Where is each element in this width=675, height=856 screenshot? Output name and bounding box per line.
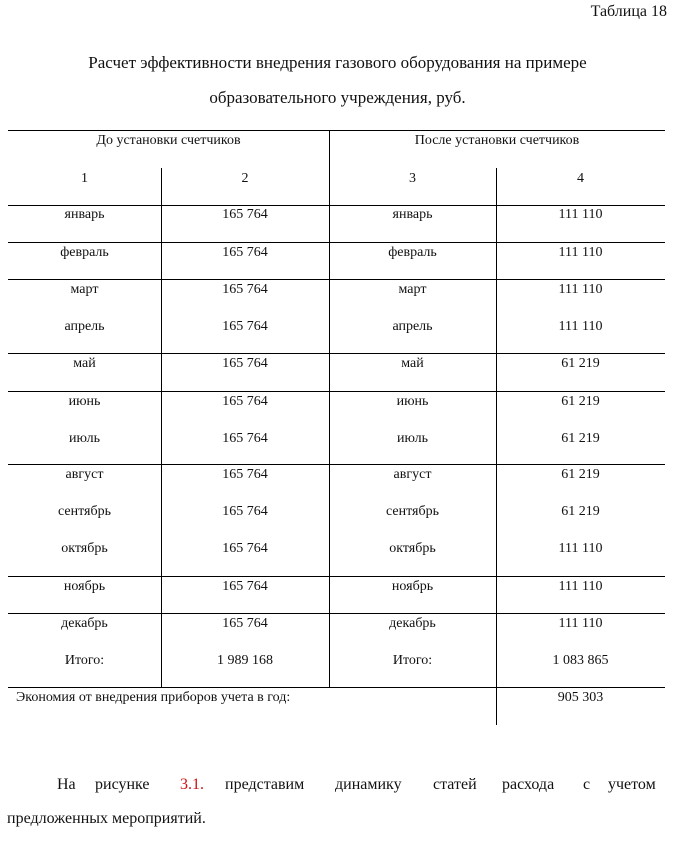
cost-after: 61 219: [561, 431, 600, 446]
cost-before: 165 764: [222, 319, 268, 334]
paragraph-word: учетом: [608, 776, 656, 793]
month-before: июль: [69, 431, 100, 446]
month-before: июнь: [68, 394, 101, 409]
paragraph-word: представим: [225, 776, 305, 793]
cost-after: 111 110: [558, 616, 603, 631]
cost-before: 165 764: [222, 431, 268, 446]
month-after: декабрь: [389, 616, 436, 631]
cost-before: 165 764: [222, 245, 268, 260]
savings-label: Экономия от внедрения приборов учета в год:: [16, 690, 291, 705]
group-header-before: До установки счетчиков: [96, 133, 241, 148]
month-before: декабрь: [61, 616, 108, 631]
cost-after: 61 219: [561, 467, 600, 482]
paragraph-word: рисунке: [95, 776, 150, 793]
figure-reference: 3.1.: [180, 776, 204, 793]
col-number-2: 2: [241, 171, 249, 186]
table-caption: Таблица 18: [590, 3, 667, 20]
month-after: апрель: [392, 319, 433, 334]
cost-before: 165 764: [222, 356, 268, 371]
cost-before: 165 764: [222, 207, 268, 222]
cost-before: 165 764: [222, 282, 268, 297]
month-before: ноябрь: [63, 579, 106, 594]
cost-before: 165 764: [222, 579, 268, 594]
month-before: октябрь: [61, 541, 108, 556]
table-title-line-1: Расчет эффективности внедрения газового оборудования на примере: [88, 53, 587, 72]
total-before: 1 989 168: [217, 653, 273, 668]
cost-before: 165 764: [222, 394, 268, 409]
month-before: сентябрь: [58, 504, 111, 519]
savings-value: 905 303: [557, 690, 604, 705]
table-title-line-2: образовательного учреждения, руб.: [209, 88, 466, 107]
group-header-after: После установки счетчиков: [414, 133, 580, 148]
cost-after: 61 219: [561, 504, 600, 519]
cost-after: 111 110: [558, 207, 603, 222]
month-after: ноябрь: [391, 579, 434, 594]
month-before: январь: [64, 207, 105, 222]
cost-after: 61 219: [561, 356, 600, 371]
month-after: август: [393, 467, 432, 482]
cost-before: 165 764: [222, 616, 268, 631]
month-before: май: [73, 356, 96, 371]
cost-after: 111 110: [558, 245, 603, 260]
cost-before: 165 764: [222, 541, 268, 556]
total-label-before: Итого:: [64, 653, 105, 668]
month-after: март: [398, 282, 427, 297]
month-after: сентябрь: [386, 504, 439, 519]
cost-before: 165 764: [222, 467, 268, 482]
cost-after: 111 110: [558, 541, 603, 556]
month-before: апрель: [64, 319, 105, 334]
paragraph-word: расхода: [502, 776, 555, 793]
month-before: март: [70, 282, 99, 297]
total-after: 1 083 865: [552, 653, 609, 668]
month-before: февраль: [60, 245, 109, 260]
col-number-4: 4: [577, 171, 584, 186]
cost-before: 165 764: [222, 504, 268, 519]
month-after: июнь: [396, 394, 429, 409]
cost-after: 111 110: [558, 319, 603, 334]
col-number-1: 1: [81, 171, 88, 186]
cost-after: 111 110: [558, 282, 603, 297]
month-after: май: [401, 356, 424, 371]
month-after: июль: [397, 431, 428, 446]
paragraph-word: с: [583, 776, 591, 793]
cost-after: 61 219: [561, 394, 600, 409]
col-number-3: 3: [409, 171, 416, 186]
paragraph-word: динамику: [335, 776, 402, 793]
paragraph-line-2: предложенных мероприятий.: [7, 810, 206, 827]
cost-after: 111 110: [558, 579, 603, 594]
month-after: февраль: [388, 245, 437, 260]
month-before: август: [65, 467, 104, 482]
month-after: январь: [392, 207, 433, 222]
total-label-after: Итого:: [392, 653, 433, 668]
month-after: октябрь: [389, 541, 436, 556]
paragraph-word: статей: [433, 776, 477, 793]
paragraph-word: На: [57, 776, 76, 793]
